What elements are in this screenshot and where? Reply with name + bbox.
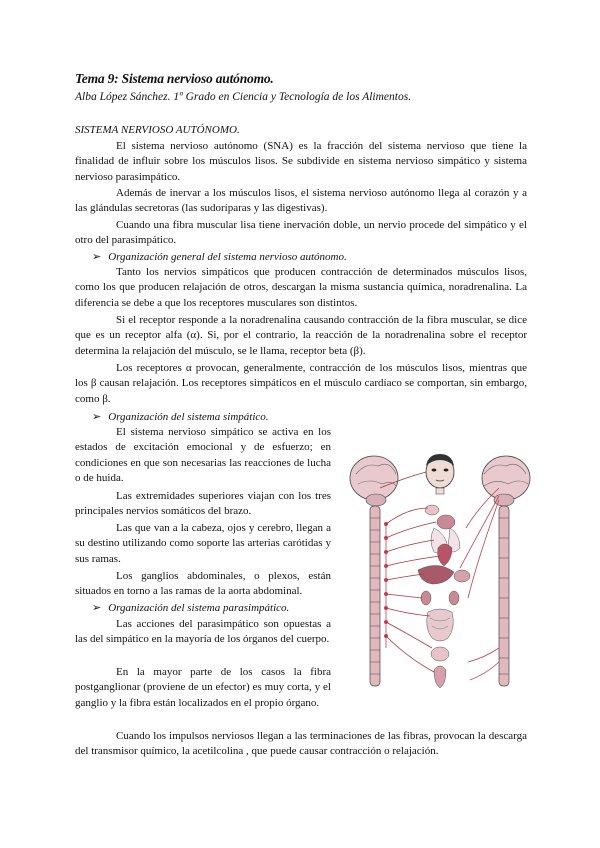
face-illustration [426,454,454,494]
bullet-label: Organización del sistema simpático. [108,411,269,423]
paragraph-head: Las que van a la cabeza, ojos y cerebro, llegan a su destino utilizando como soporte las arterias carótidas y sus ramas. [75,522,331,565]
bullet-general-organization [92,250,347,263]
bullet-label: Organización del sistema parasimpático. [108,602,290,614]
bullet-label: Organización general del sistema nervioso autónomo. [108,251,347,263]
section-heading: SISTEMA NERVIOSO AUTÓNOMO. [75,124,240,136]
paragraph-double-innervation: Cuando una fibra muscular lisa tiene inervación doble, un nervio procede del simpático y el otro del parasimpático. [75,219,527,247]
arrow-bullet-icon: ➢ [92,602,102,614]
document-author: Alba López Sánchez. 1º Grado en Ciencia y Tecnología de los Alimentos. [75,91,412,103]
paragraph-abdominal-ganglia: Los ganglios abdominales, o plexos, están situados en torno a las ramas de la aorta abdominal. [75,570,331,598]
bullet-sympathetic [92,410,269,423]
document-title: Tema 9: Sistema nervioso autónomo. [75,71,274,86]
organs-illustration [418,505,470,688]
paragraph-parasympathetic-actions: Las acciones del parasimpático son opuestas a las del simpático en la mayoría de los órganos del cuerpo. [75,618,331,646]
arrow-bullet-icon: ➢ [92,251,102,263]
left-brain-spinal-cord-illustration [350,456,398,686]
paragraph-upper-limbs: Las extremidades superiores viajan con los tres principales nervios somáticos del brazo. [75,490,331,518]
right-brain-spinal-cord-illustration [460,456,530,686]
paragraph-receptors: Los receptores α provocan, generalmente, contracción de los músculos lisos, mientras que los β causan relajación. Los receptores simpáticos en el músculo cardíaco se comportan, sin embargo, como β. [75,362,527,405]
arrow-bullet-icon: ➢ [92,411,102,423]
paragraph-innervation: Además de inervar a los músculos lisos, el sistema nervioso autónomo llega al corazón y a las glándulas secretoras (las sudoríparas y las digestivas). [75,187,527,215]
paragraph-alpha-beta: Si el receptor responde a la noradrenalina causando contracción de la fibra muscular, se dice que es un receptor alfa (α). Si, por el contrario, la reacción de la noradrenalina sobre el receptor determina la relajación del músculo, se le llama, receptor beta (β). [75,314,527,357]
paragraph-acetylcholine: Cuando los impulsos nerviosos llegan a las terminaciones de las fibras, provocan la descarga del transmisor químico, la acetilcolina , que puede causar contracción o relajación. [75,730,527,758]
bullet-parasympathetic [92,601,289,614]
paragraph-intro: El sistema nervioso autónomo (SNA) es la fracción del sistema nervioso que tiene la finalidad de influir sobre los músculos lisos. Se subdivide en sistema nervioso simpático y sistema nervioso parasimpático. [75,140,527,183]
paragraph-noradrenaline: Tanto los nervios simpáticos que producen contracción de determinados músculos lisos, como los que producen relajación de otros, descargan la misma sustancia química, noradrenalina. La diferencia se debe a que los receptores musculares son distintos. [75,266,527,309]
paragraph-sympathetic-activation: El sistema nervioso simpático se activa en los estados de excitación emocional y de esfuerzo; en condiciones en que son necesarias las reacciones de lucha o de huida. [75,426,331,485]
autonomic-nervous-system-illustration [348,448,532,701]
paragraph-postganglionic: En la mayor parte de los casos la fibra postganglionar (proviene de un efector) es muy corta, y el ganglio y la fibra están localizados en el propio órgano. [75,666,331,709]
